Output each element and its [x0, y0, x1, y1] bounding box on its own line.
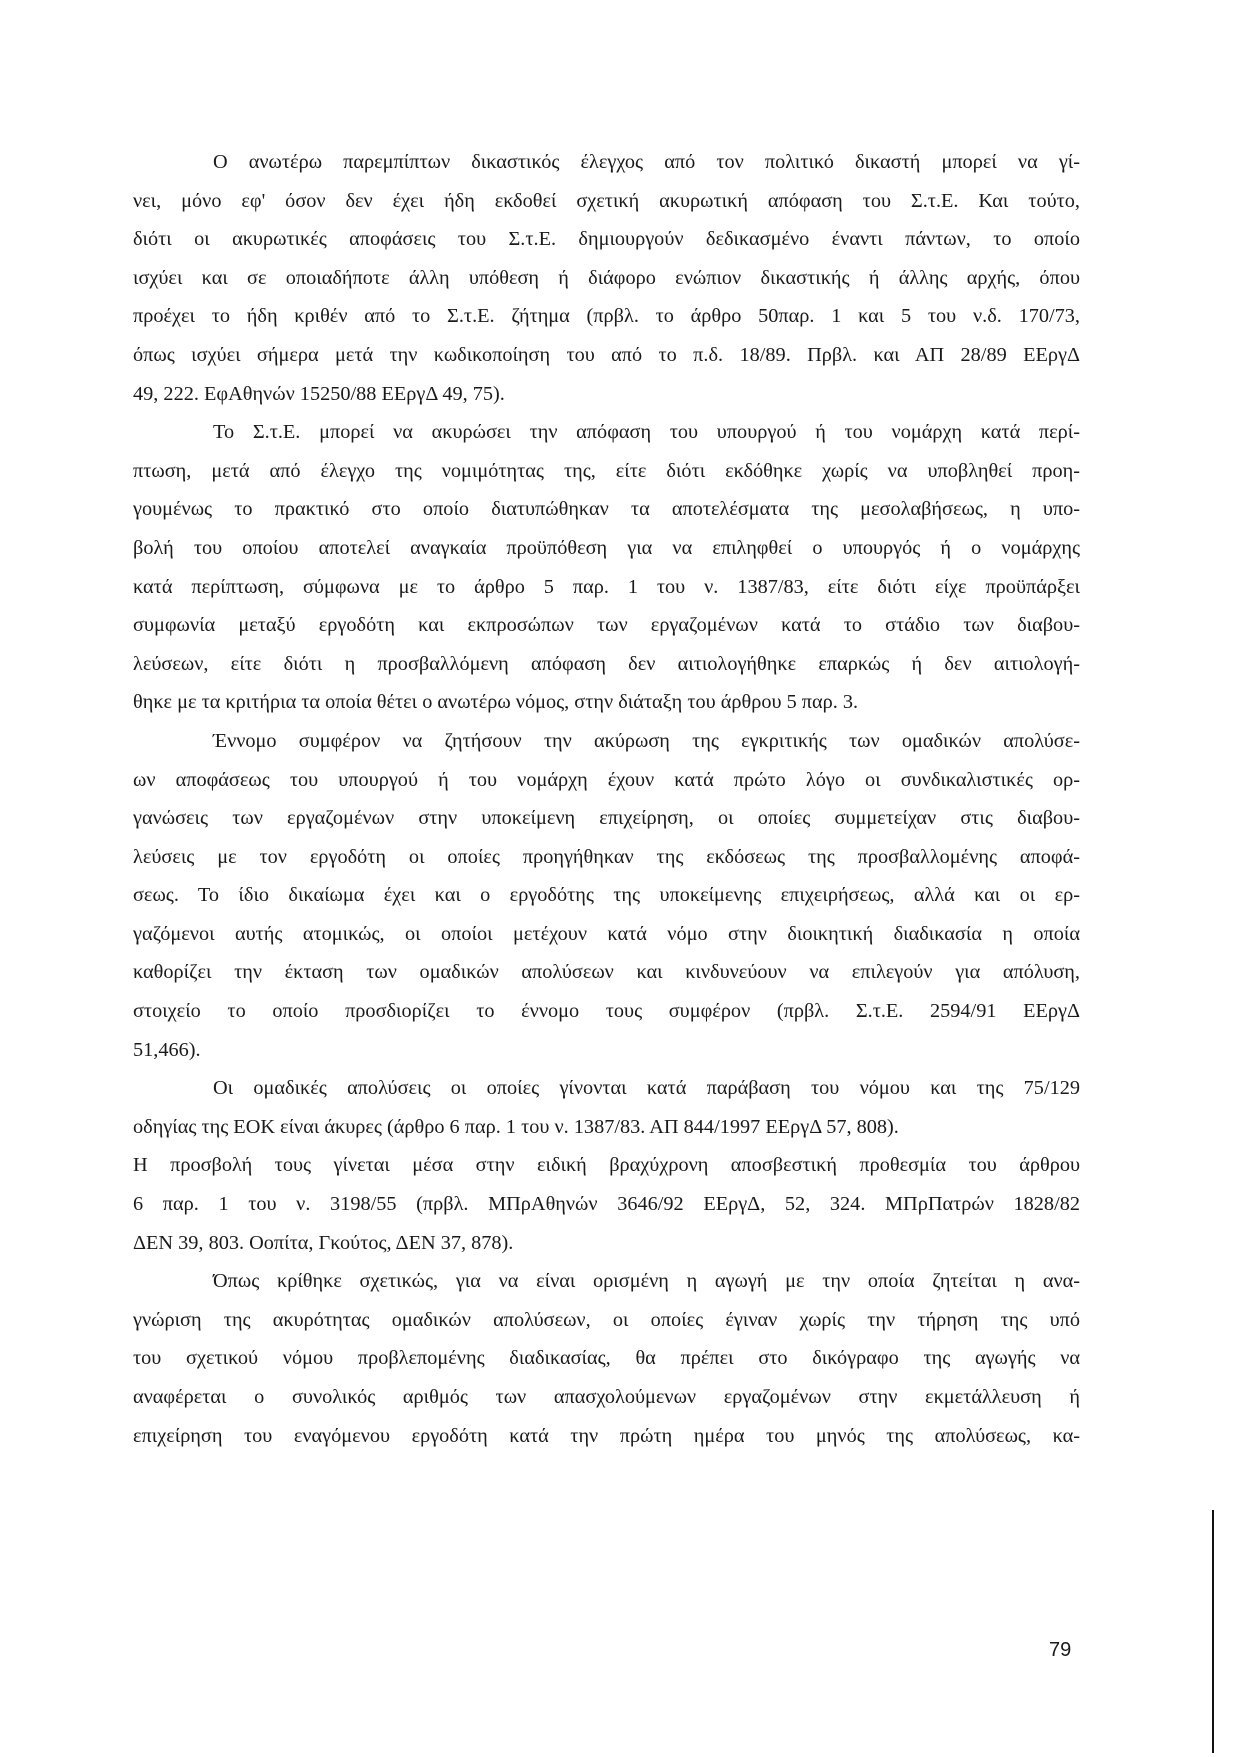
- text-line: 49, 222. ΕφΑθηνών 15250/88 ΕΕργΔ 49, 75).: [133, 382, 505, 405]
- text-line: όπως ισχύει σήμερα μετά την κωδικοποίηση του από το π.δ. 18/89. Πρβλ. και ΑΠ 28/89 ΕΕργΔ: [133, 343, 1080, 366]
- text-line: γνώριση της ακυρότητας ομαδικών απολύσεων, οι οποίες έγιναν χωρίς την τήρηση της υπό: [133, 1308, 1080, 1331]
- text-line: Το Σ.τ.Ε. μπορεί να ακυρώσει την απόφαση του υπουργού ή του νομάρχη κατά περί-: [213, 421, 1080, 444]
- text-line: λεύσεις με τον εργοδότη οι οποίες προηγήθηκαν της εκδόσεως της προσβαλλομένης αποφά-: [133, 845, 1080, 868]
- text-line: 6 παρ. 1 του ν. 3198/55 (πρβλ. ΜΠρΑθηνών 3646/92 ΕΕργΔ, 52, 324. ΜΠρΠατρών 1828/82: [133, 1193, 1080, 1216]
- text-line: διότι οι ακυρωτικές αποφάσεις του Σ.τ.Ε. δημιουργούν δεδικασμένο έναντι πάντων, το οποίο: [133, 228, 1080, 251]
- text-line: κατά περίπτωση, σύμφωνα με το άρθρο 5 παρ. 1 του ν. 1387/83, είτε διότι είχε προϋπάρξει: [133, 575, 1080, 598]
- text-line: Οι ομαδικές απολύσεις οι οποίες γίνονται κατά παράβαση του νόμου και της 75/129: [213, 1077, 1080, 1100]
- text-line: συμφωνία μεταξύ εργοδότη και εκπροσώπων των εργαζομένων κατά το στάδιο των διαβου-: [133, 614, 1080, 637]
- text-line: γαζόμενοι αυτής ατομικώς, οι οποίοι μετέχουν κατά νόμο στην διοικητική διαδικασία η οποία: [133, 922, 1080, 945]
- body-text: [133, 143, 1080, 1455]
- text-line: λεύσεων, είτε διότι η προσβαλλόμενη απόφαση δεν αιτιολογήθηκε επαρκώς ή δεν αιτιολογή-: [133, 652, 1080, 675]
- text-line: Όπως κρίθηκε σχετικώς, για να είναι ορισμένη η αγωγή με την οποία ζητείται η ανα-: [213, 1270, 1080, 1293]
- text-line: Ο ανωτέρω παρεμπίπτων δικαστικός έλεγχος από τον πολιτικό δικαστή μπορεί να γί-: [213, 151, 1080, 173]
- text-line: γανώσεις των εργαζομένων στην υποκείμενη επιχείρηση, οι οποίες συμμετείχαν στις διαβου-: [133, 807, 1080, 830]
- text-line: Έννομο συμφέρον να ζητήσουν την ακύρωση της εγκριτικής των ομαδικών απολύσε-: [213, 729, 1080, 752]
- text-line: προέχει το ήδη κριθέν από το Σ.τ.Ε. ζήτημα (πρβλ. το άρθρο 50παρ. 1 και 5 του ν.δ. 170/73,: [133, 305, 1080, 328]
- text-line: οδηγίας της ΕΟΚ είναι άκυρες (άρθρο 6 παρ. 1 του ν. 1387/83. ΑΠ 844/1997 ΕΕργΔ 57, 808).: [133, 1115, 899, 1138]
- text-line: βολή του οποίου αποτελεί αναγκαία προϋπόθεση για να επιληφθεί ο υπουργός ή ο νομάρχης: [133, 536, 1080, 559]
- page-number: 79: [1049, 1639, 1072, 1661]
- text-line: σεως. Το ίδιο δικαίωμα έχει και ο εργοδότης της υποκείμενης επιχειρήσεως, αλλά και οι ερ-: [133, 884, 1080, 907]
- text-line: νει, μόνο εφ' όσον δεν έχει ήδη εκδοθεί σχετική ακυρωτική απόφαση του Σ.τ.Ε. Και τούτο,: [133, 189, 1080, 212]
- text-line: θηκε με τα κριτήρια τα οποία θέτει ο ανωτέρω νόμος, στην διάταξη του άρθρου 5 παρ. 3.: [133, 691, 859, 714]
- text-line: αναφέρεται ο συνολικός αριθμός των απασχολούμενων εργαζομένων στην εκμετάλλευση ή: [133, 1386, 1080, 1408]
- text-line: πτωση, μετά από έλεγχο της νομιμότητας της, είτε διότι εκδόθηκε χωρίς να υποβληθεί προη-: [133, 459, 1080, 482]
- text-line: ΔΕΝ 39, 803. Οοπίτα, Γκούτος, ΔΕΝ 37, 878).: [133, 1231, 514, 1254]
- text-line: γουμένως το πρακτικό στο οποίο διατυπώθηκαν τα αποτελέσματα της μεσολαβήσεως, η υπο-: [133, 498, 1080, 521]
- text-line: επιχείρηση του εναγόμενου εργοδότη κατά την πρώτη ημέρα του μηνός της απολύσεως, κα-: [133, 1424, 1080, 1447]
- text-line: 51,466).: [133, 1038, 201, 1061]
- text-line: ισχύει και σε οποιαδήποτε άλλη υπόθεση ή διάφορο ενώπιον δικαστικής ή άλλης αρχής, όπου: [133, 266, 1080, 289]
- text-line: Η προσβολή τους γίνεται μέσα στην ειδική βραχύχρονη αποσβεστική προθεσμία του άρθρου: [133, 1154, 1080, 1177]
- text-line: του σχετικού νόμου προβλεπομένης διαδικασίας, θα πρέπει στο δικόγραφο της αγωγής να: [133, 1347, 1080, 1370]
- text-line: ων αποφάσεως του υπουργού ή του νομάρχη έχουν κατά πρώτο λόγο οι συνδικαλιστικές ορ-: [133, 768, 1080, 791]
- margin-rule: [1212, 1510, 1214, 1753]
- text-line: καθορίζει την έκταση των ομαδικών απολύσεων και κινδυνεύουν να επιλεγούν για απόλυση,: [133, 961, 1080, 984]
- text-line: στοιχείο το οποίο προσδιορίζει το έννομο τους συμφέρον (πρβλ. Σ.τ.Ε. 2594/91 ΕΕργΔ: [133, 1000, 1080, 1023]
